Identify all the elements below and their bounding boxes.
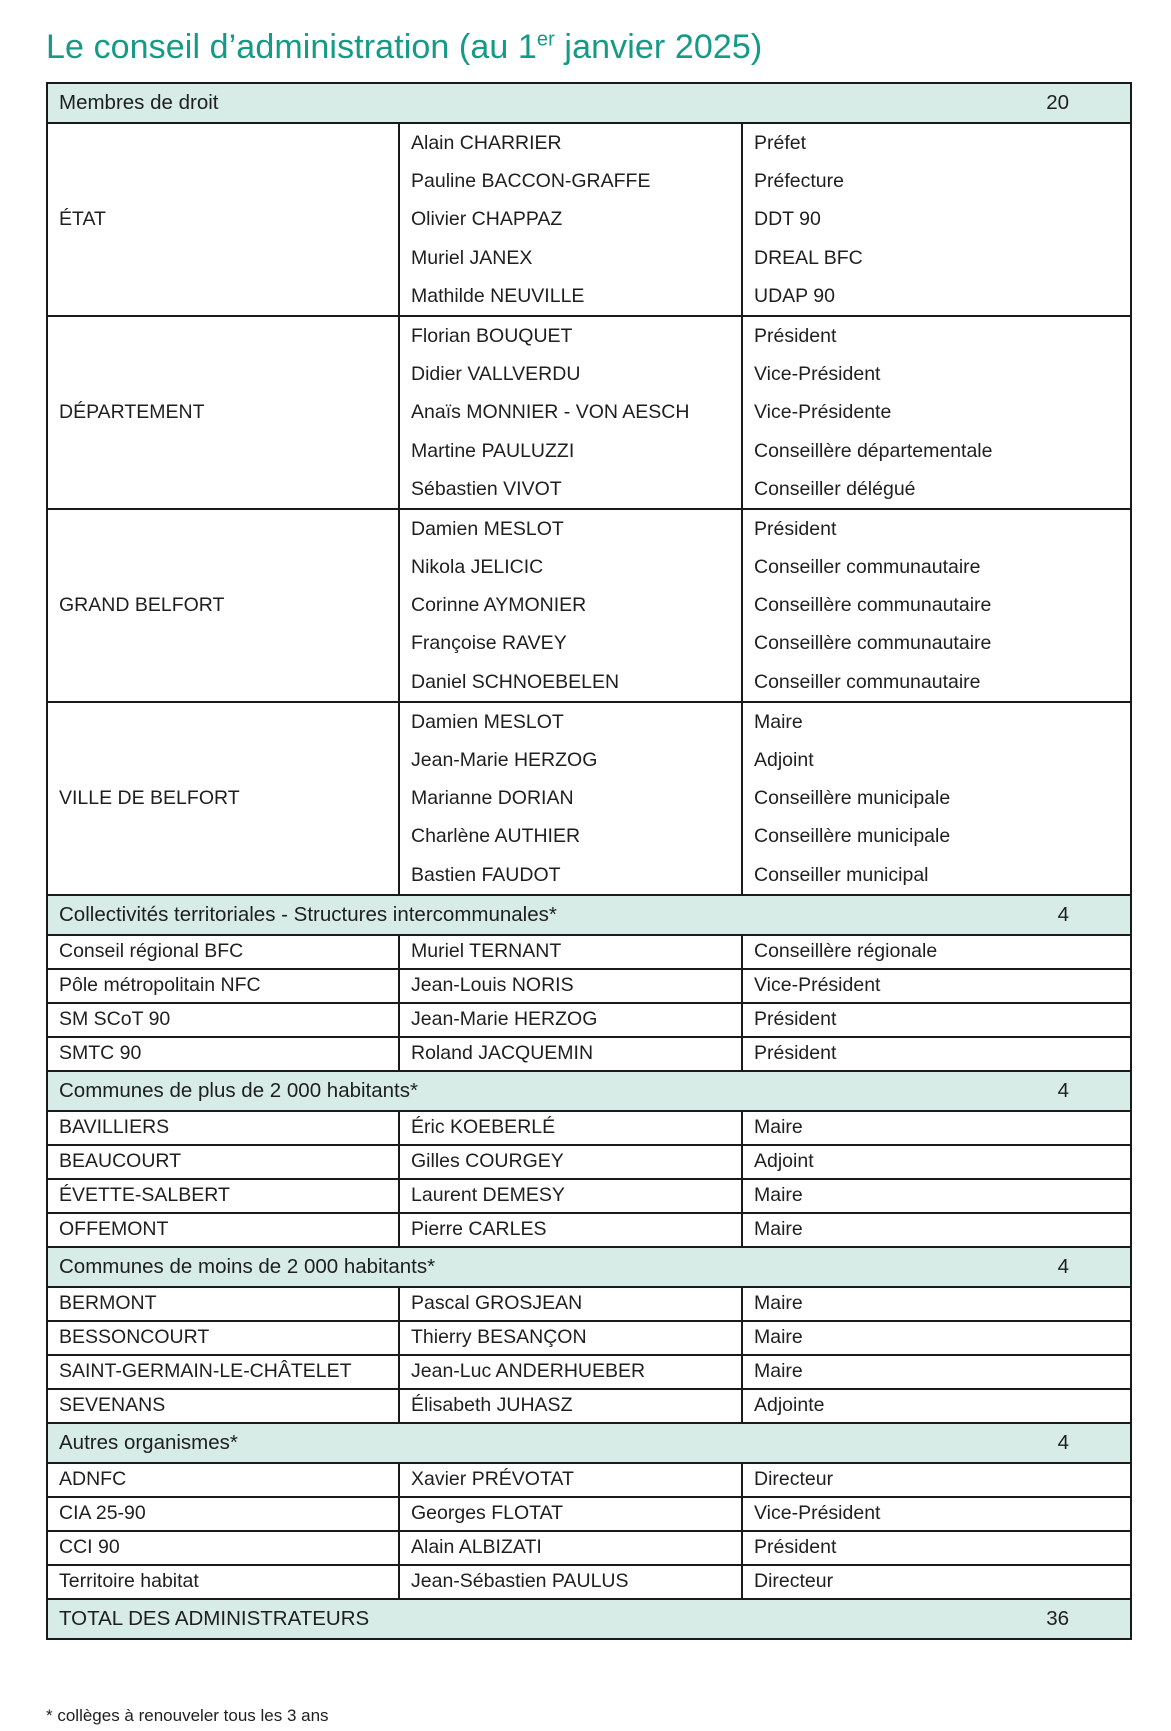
section-count: 20 — [1046, 91, 1070, 114]
member-role: Conseillère départementale — [754, 439, 993, 462]
member-name: Mathilde NEUVILLE — [411, 284, 585, 307]
cell-name: Roland JACQUEMIN — [399, 1037, 742, 1071]
section-count: 4 — [1057, 1078, 1070, 1102]
section-label: Autres organismes* — [59, 1430, 238, 1454]
total-label: TOTAL DES ADMINISTRATEURS — [59, 1606, 370, 1630]
member-role: Président — [754, 517, 837, 540]
group-roles — [742, 509, 1131, 702]
cell-name: Georges FLOTAT — [399, 1497, 742, 1531]
cell-name: Jean-Marie HERZOG — [399, 1003, 742, 1037]
member-name: Damien MESLOT — [411, 710, 564, 733]
total-row — [47, 1599, 1131, 1639]
member-name: Damien MESLOT — [411, 517, 564, 540]
group-row — [47, 702, 1131, 895]
cell-role: Adjoint — [742, 1145, 1131, 1179]
cell-org: ÉVETTE-SALBERT — [47, 1179, 399, 1213]
member-role: Conseillère communautaire — [754, 594, 992, 617]
member-role: Adjoint — [754, 749, 814, 771]
cell-org: BERMONT — [47, 1287, 399, 1321]
member-role: Préfet — [754, 132, 807, 154]
group-org: ÉTAT — [47, 123, 399, 316]
table-row — [47, 1037, 1131, 1071]
page-title: Le conseil d’administration (au 1er janvier 2025) — [46, 28, 763, 66]
cell-org: BESSONCOURT — [47, 1321, 399, 1355]
footnote: * collèges à renouveler tous les 3 ans — [46, 1706, 329, 1725]
cell-role: Président — [742, 1003, 1131, 1037]
member-role: Vice-Présidente — [754, 401, 892, 424]
group-org: GRAND BELFORT — [47, 509, 399, 702]
member-role: Conseillère municipale — [754, 825, 951, 848]
member-role: UDAP 90 — [754, 284, 835, 307]
group-roles — [742, 123, 1131, 316]
cell-org: BEAUCOURT — [47, 1145, 399, 1179]
cell-name: Gilles COURGEY — [399, 1145, 742, 1179]
member-name: Muriel JANEX — [411, 246, 533, 269]
cell-name: Laurent DEMESY — [399, 1179, 742, 1213]
cell-org: SEVENANS — [47, 1389, 399, 1423]
cell-role: Maire — [742, 1287, 1131, 1321]
member-name: Jean-Marie HERZOG — [411, 749, 598, 771]
member-role: Conseiller municipal — [754, 863, 929, 886]
section-count: 4 — [1057, 1254, 1070, 1278]
cell-name: Élisabeth JUHASZ — [399, 1389, 742, 1423]
group-roles — [742, 316, 1131, 509]
member-name: Sébastien VIVOT — [411, 477, 562, 500]
cell-role: Directeur — [742, 1463, 1131, 1497]
group-members — [399, 702, 742, 895]
cell-role: Président — [742, 1531, 1131, 1565]
table-row — [47, 1463, 1131, 1497]
table-row — [47, 969, 1131, 1003]
section-label: Membres de droit — [59, 91, 219, 114]
table-row — [47, 1287, 1131, 1321]
group-org: VILLE DE BELFORT — [47, 702, 399, 895]
table-row — [47, 1321, 1131, 1355]
cell-org: ADNFC — [47, 1463, 399, 1497]
table-row — [47, 1497, 1131, 1531]
member-name: Didier VALLVERDU — [411, 363, 581, 386]
section-count: 4 — [1057, 1430, 1070, 1454]
member-name: Charlène AUTHIER — [411, 825, 581, 848]
cell-role: Vice-Président — [742, 1497, 1131, 1531]
section-header — [47, 1423, 1131, 1463]
cell-org: SMTC 90 — [47, 1037, 399, 1071]
group-org: DÉPARTEMENT — [47, 316, 399, 509]
cell-org: Conseil régional BFC — [47, 935, 399, 969]
cell-role: Conseillère régionale — [742, 935, 1131, 969]
cell-name: Xavier PRÉVOTAT — [399, 1463, 742, 1497]
cell-role: Maire — [742, 1213, 1131, 1247]
cell-role: Maire — [742, 1179, 1131, 1213]
cell-name: Thierry BESANÇON — [399, 1321, 742, 1355]
cell-role: Maire — [742, 1111, 1131, 1145]
member-name: Corinne AYMONIER — [411, 594, 587, 617]
cell-org: SAINT-GERMAIN-LE-CHÂTELET — [47, 1355, 399, 1389]
member-name: Bastien FAUDOT — [411, 863, 561, 886]
table-row — [47, 1531, 1131, 1565]
member-name: Anaïs MONNIER - VON AESCH — [411, 401, 690, 424]
member-name: Martine PAULUZZI — [411, 439, 575, 462]
table-row — [47, 1355, 1131, 1389]
group-members — [399, 123, 742, 316]
table-row — [47, 1111, 1131, 1145]
cell-name: Pascal GROSJEAN — [399, 1287, 742, 1321]
total-count: 36 — [1046, 1606, 1070, 1630]
member-role: Conseillère municipale — [754, 787, 951, 810]
group-members — [399, 509, 742, 702]
member-name: Olivier CHAPPAZ — [411, 208, 563, 231]
member-role: Conseiller communautaire — [754, 556, 981, 579]
section-header — [47, 1247, 1131, 1287]
section-header — [47, 83, 1131, 123]
cell-org: BAVILLIERS — [47, 1111, 399, 1145]
cell-org: Pôle métropolitain NFC — [47, 969, 399, 1003]
table-row — [47, 935, 1131, 969]
member-role: Maire — [754, 710, 803, 733]
section-label: Communes de plus de 2 000 habitants* — [59, 1078, 418, 1102]
member-name: Nikola JELICIC — [411, 556, 544, 579]
cell-role: Maire — [742, 1355, 1131, 1389]
member-role: Président — [754, 324, 837, 347]
member-role: Vice-Président — [754, 363, 881, 386]
member-role: Conseillère communautaire — [754, 632, 992, 655]
table-row — [47, 1145, 1131, 1179]
cell-name: Éric KOEBERLÉ — [399, 1111, 742, 1145]
member-role: Conseiller communautaire — [754, 670, 981, 693]
cell-role: Adjointe — [742, 1389, 1131, 1423]
section-label: Communes de moins de 2 000 habitants* — [59, 1254, 436, 1278]
section-header — [47, 1071, 1131, 1111]
cell-name: Alain ALBIZATI — [399, 1531, 742, 1565]
cell-role: Vice-Président — [742, 969, 1131, 1003]
cell-org: OFFEMONT — [47, 1213, 399, 1247]
board-table — [46, 82, 1132, 1640]
member-name: Daniel SCHNOEBELEN — [411, 670, 620, 693]
group-row — [47, 316, 1131, 509]
member-name: Florian BOUQUET — [411, 324, 573, 347]
cell-name: Muriel TERNANT — [399, 935, 742, 969]
member-name: Pauline BACCON-GRAFFE — [411, 170, 651, 193]
cell-org: Territoire habitat — [47, 1565, 399, 1599]
cell-name: Jean-Sébastien PAULUS — [399, 1565, 742, 1599]
member-role: Conseiller délégué — [754, 477, 916, 500]
section-header — [47, 895, 1131, 935]
table-row — [47, 1003, 1131, 1037]
cell-role: Directeur — [742, 1565, 1131, 1599]
cell-org: SM SCoT 90 — [47, 1003, 399, 1037]
cell-role: Président — [742, 1037, 1131, 1071]
table-row — [47, 1565, 1131, 1599]
member-name: Marianne DORIAN — [411, 787, 574, 810]
member-role: DDT 90 — [754, 208, 821, 231]
group-roles — [742, 702, 1131, 895]
section-label: Collectivités territoriales - Structures intercommunales* — [59, 902, 557, 926]
member-role: Préfecture — [754, 170, 844, 193]
member-role: DREAL BFC — [754, 246, 863, 269]
group-members — [399, 316, 742, 509]
group-row — [47, 509, 1131, 702]
table-row — [47, 1213, 1131, 1247]
cell-org: CIA 25-90 — [47, 1497, 399, 1531]
section-count: 4 — [1057, 902, 1070, 926]
cell-org: CCI 90 — [47, 1531, 399, 1565]
table-row — [47, 1179, 1131, 1213]
table-row — [47, 1389, 1131, 1423]
cell-role: Maire — [742, 1321, 1131, 1355]
group-row — [47, 123, 1131, 316]
cell-name: Jean-Louis NORIS — [399, 969, 742, 1003]
member-name: Françoise RAVEY — [411, 632, 567, 655]
member-name: Alain CHARRIER — [411, 132, 562, 154]
cell-name: Pierre CARLES — [399, 1213, 742, 1247]
cell-name: Jean-Luc ANDERHUEBER — [399, 1355, 742, 1389]
